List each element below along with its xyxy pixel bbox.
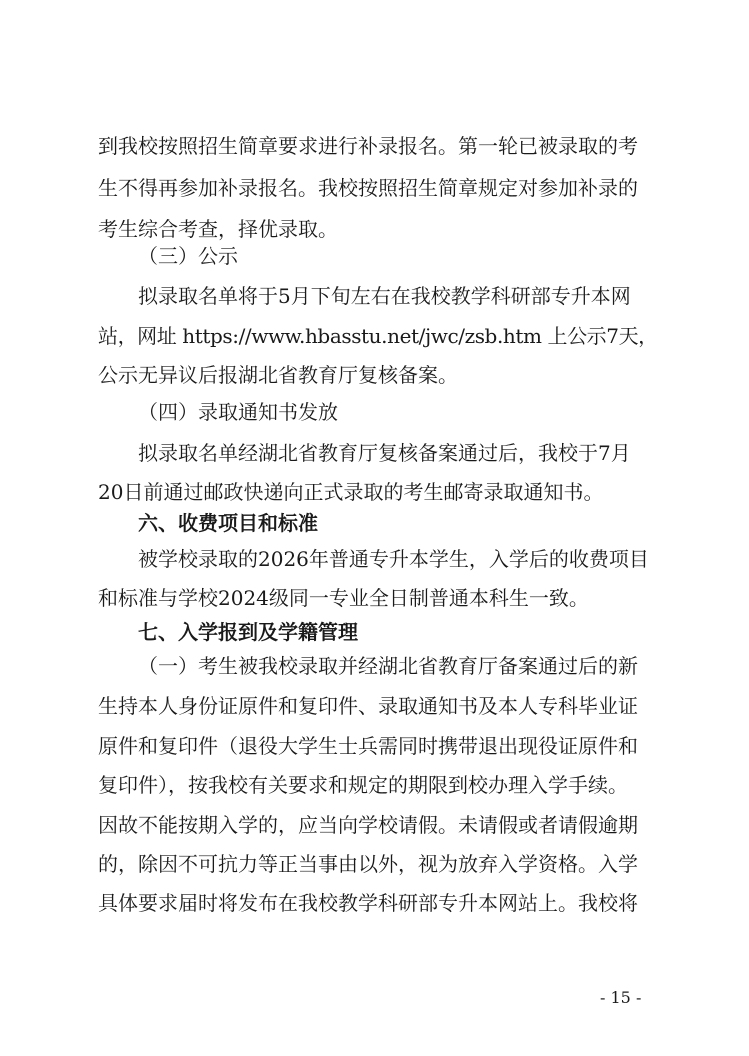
body-line-21: 具体要求届时将发布在我校教学科研部专升本网站上。我校将: [98, 891, 638, 915]
body-line-19: 因故不能按期入学的，应当向学校请假。未请假或者请假逾期: [98, 813, 638, 837]
body-line-20: 的，除因不可抗力等正当事由以外，视为放弃入学资格。入学: [98, 852, 638, 876]
body-line-18: 复印件），按我校有关要求和规定的期限到校办理入学手续。: [98, 773, 628, 797]
body-line-9: 拟录取名单经湖北省教育厅复核备案通过后，我校于7月: [138, 441, 631, 465]
body-line-12: 被学校录取的2026年普通专升本学生，入学后的收费项目: [138, 547, 649, 571]
body-line-5: 拟录取名单将于5月下旬左右在我校教学科研部专升本网: [138, 284, 631, 308]
body-line-1: 到我校按照招生简章要求进行补录报名。第一轮已被录取的考: [98, 134, 638, 158]
body-line-15: （一）考生被我校录取并经湖北省教育厅备案通过后的新: [138, 654, 638, 678]
heading-enrollment: 七、入学报到及学籍管理: [138, 620, 358, 644]
body-line-7: 公示无异议后报湖北省教育厅复核备案。: [98, 363, 458, 387]
heading-fees: 六、收费项目和标准: [138, 511, 318, 535]
page-number: - 15 -: [600, 988, 642, 1007]
body-line-17: 原件和复印件（退役大学生士兵需同时携带退出现役证原件和: [98, 734, 638, 758]
body-line-2: 生不得再参加补录报名。我校按照招生简章规定对参加补录的: [98, 176, 638, 200]
body-line-13: 和标准与学校2024级同一专业全日制普通本科生一致。: [98, 586, 589, 610]
body-line-6: 站，网址 https://www.hbasstu.net/jwc/zsb.htm 上公示7天，: [98, 324, 658, 348]
body-line-3: 考生综合考查，择优录取。: [98, 217, 338, 241]
section-heading-publicity: （三）公示: [138, 244, 238, 268]
body-line-10: 20日前通过邮政快递向正式录取的考生邮寄录取通知书。: [98, 480, 604, 504]
body-line-16: 生持本人身份证原件和复印件、录取通知书及本人专科毕业证: [98, 694, 638, 718]
section-heading-notice: （四）录取通知书发放: [138, 400, 338, 424]
